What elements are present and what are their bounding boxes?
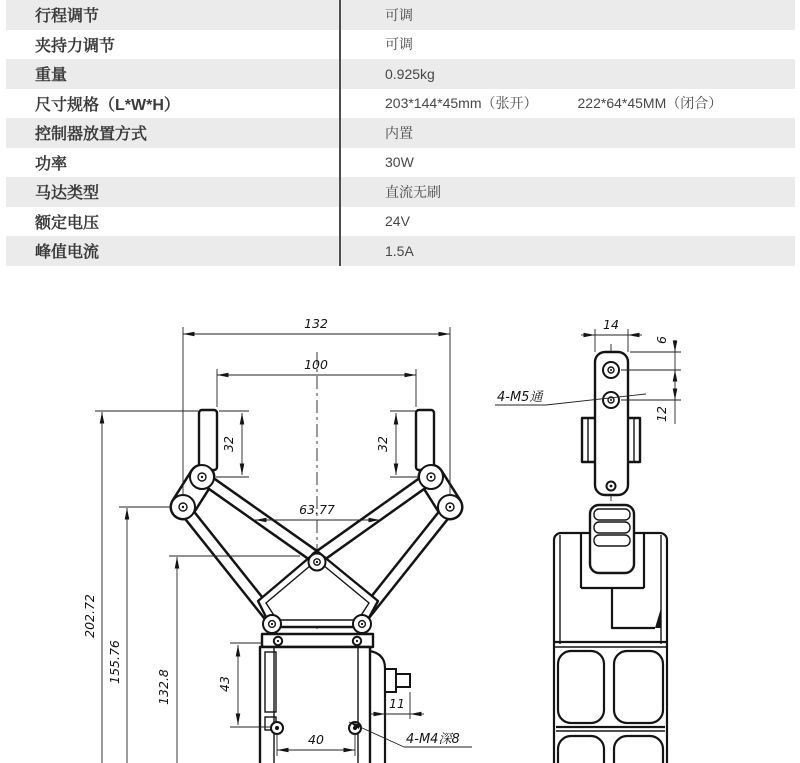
spec-label: 控制器放置方式 xyxy=(35,126,148,144)
dim-hole-pitch: 12 xyxy=(654,406,669,422)
spec-label: 重量 xyxy=(35,67,68,85)
finger-right xyxy=(416,410,434,470)
dim-hole-spacing: 40 xyxy=(308,732,324,747)
spec-label: 马达类型 xyxy=(35,185,100,203)
spec-label: 功率 xyxy=(35,155,68,173)
dim-connector-depth: 11 xyxy=(389,696,405,711)
spec-label: 尺寸规格（L*W*H） xyxy=(35,96,180,114)
dim-inner-width: 100 xyxy=(304,357,328,372)
body-panel xyxy=(558,651,604,723)
finger-heel xyxy=(590,505,634,573)
dim-overall-height: 202.72 xyxy=(82,594,97,638)
table-row xyxy=(6,118,795,148)
dim-hole-top-offset: 6 xyxy=(654,336,669,344)
spec-value: 直流无刷 xyxy=(385,183,441,200)
table-row xyxy=(6,30,795,60)
dim-link-span: 63.77 xyxy=(299,502,335,517)
dim-finger-right: 32 xyxy=(375,436,390,452)
front-view xyxy=(82,316,472,763)
connector-plug xyxy=(396,674,410,687)
dim-body-height: 132.8 xyxy=(156,669,171,705)
note-finger-thread: 4-M5通 xyxy=(497,390,543,405)
spec-value: 0.925kg xyxy=(385,65,435,82)
connector-mount xyxy=(385,669,396,692)
table-row xyxy=(6,148,795,178)
spec-value: 203*144*45mm（张开） 222*64*45MM（闭合） xyxy=(385,95,723,112)
spec-value: 1.5A xyxy=(385,242,414,259)
technical-drawing xyxy=(0,270,800,763)
note-mount-thread: 4-M4深8 xyxy=(406,732,460,747)
body-panel xyxy=(614,651,663,723)
spec-table xyxy=(0,0,800,266)
finger-left xyxy=(199,410,217,470)
table-row xyxy=(6,177,795,207)
body-panel xyxy=(558,736,604,763)
spec-value: 内置 xyxy=(385,124,413,141)
spec-value: 24V xyxy=(385,213,410,230)
table-row xyxy=(6,236,795,266)
spec-value: 可调 xyxy=(385,36,413,53)
spec-label: 峰值电流 xyxy=(35,244,100,262)
table-row xyxy=(6,89,795,119)
dim-pivot-height: 155.76 xyxy=(107,640,122,684)
table-row xyxy=(6,59,795,89)
table-row xyxy=(6,207,795,237)
body-panel xyxy=(614,736,663,763)
spec-label: 行程调节 xyxy=(35,8,100,26)
dim-finger-width: 14 xyxy=(603,317,619,332)
spec-label: 额定电压 xyxy=(35,214,100,232)
dim-finger-left: 32 xyxy=(221,436,236,452)
side-view xyxy=(495,317,681,763)
table-row xyxy=(6,0,795,30)
dim-mount-offset: 43 xyxy=(217,676,232,692)
dim-overall-width: 132 xyxy=(304,316,328,331)
spec-label: 夹持力调节 xyxy=(35,37,116,55)
spec-value: 可调 xyxy=(385,6,413,23)
table-divider xyxy=(339,0,341,266)
spec-value: 30W xyxy=(385,154,414,171)
